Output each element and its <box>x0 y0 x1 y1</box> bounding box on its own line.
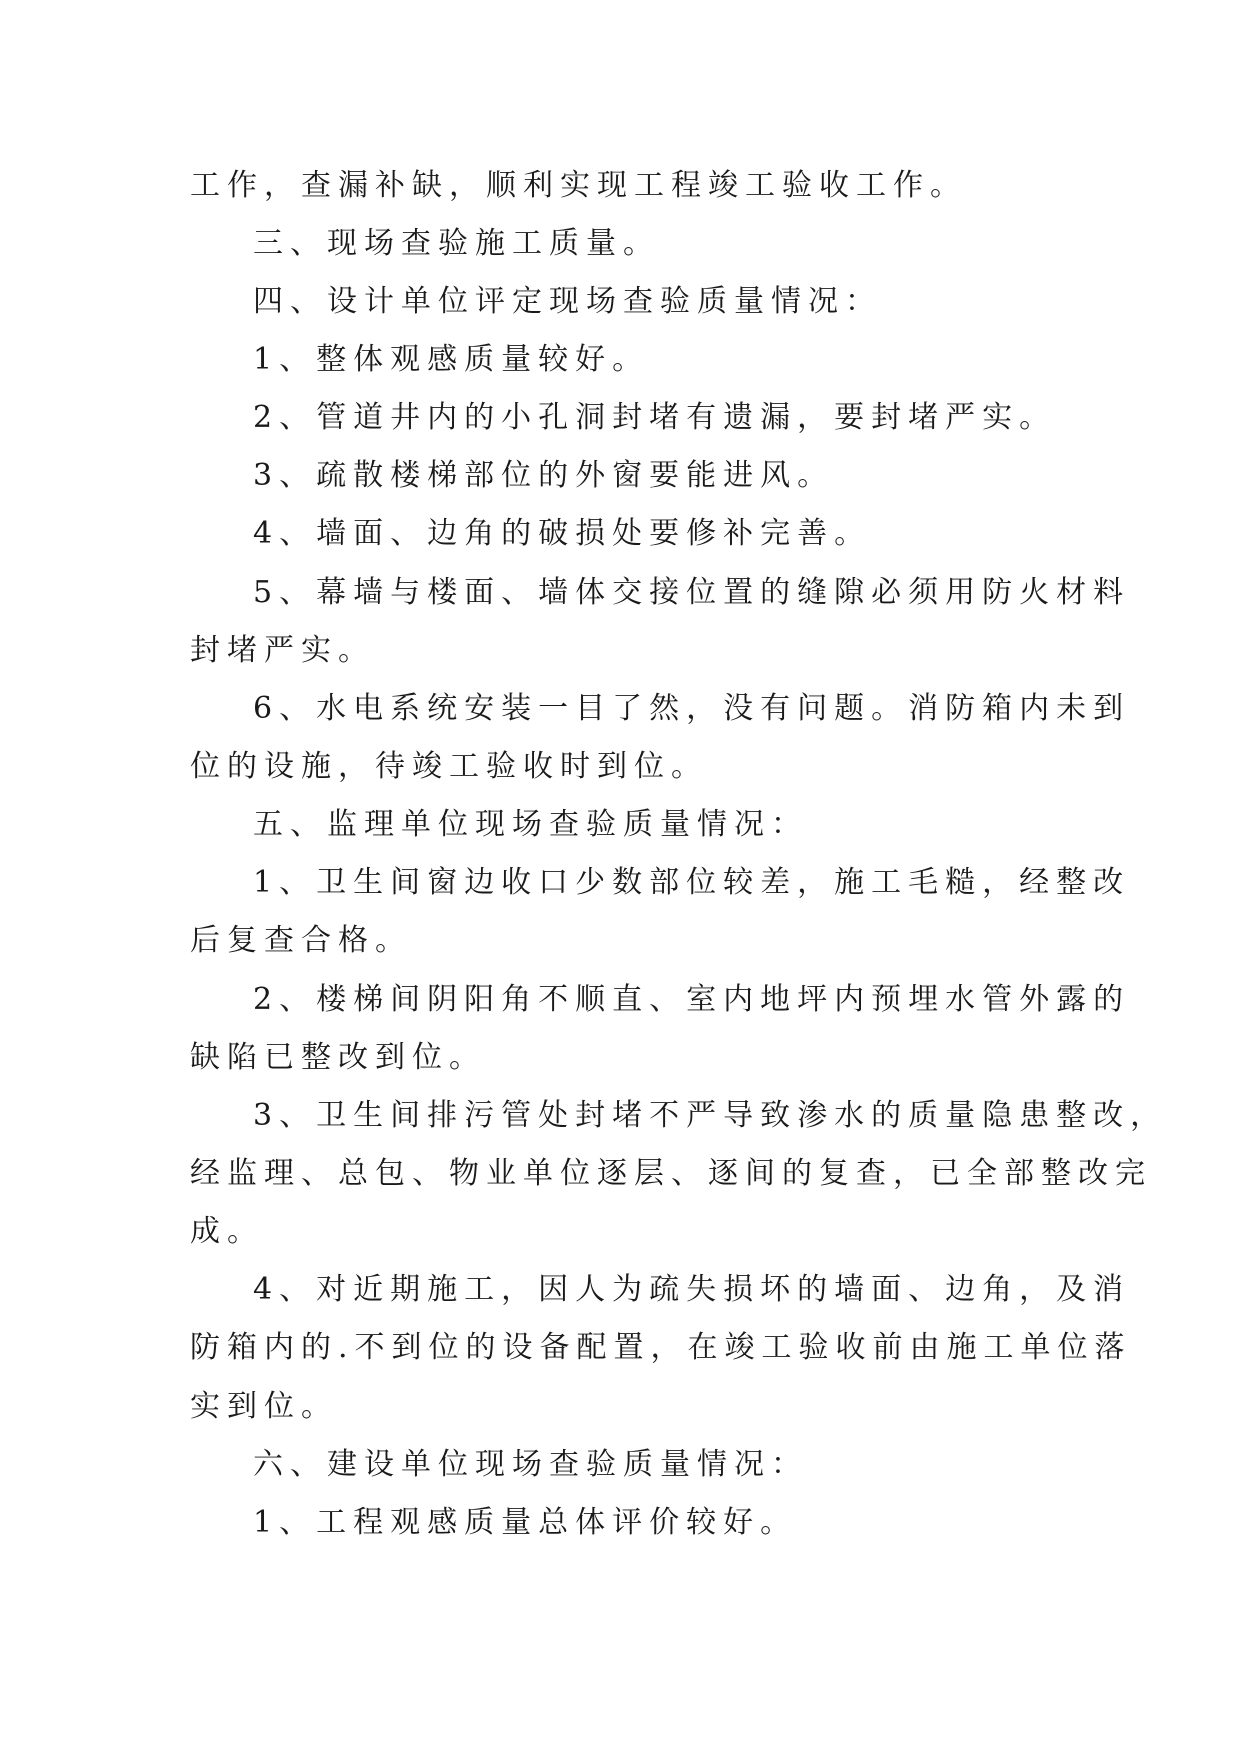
list-item: 5、幕墙与楼面、墙体交接位置的缝隙必须用防火材料 <box>253 575 1131 610</box>
list-item-continuation: 实到位。 <box>190 1389 338 1424</box>
list-item-continuation: 成。 <box>190 1214 264 1249</box>
paragraph-line: 工作，查漏补缺，顺利实现工程竣工验收工作。 <box>190 168 967 203</box>
section-heading-4: 四、设计单位评定现场查验质量情况： <box>253 284 882 319</box>
list-item-continuation: 防箱内的.不到位的设备配置，在竣工验收前由施工单位落 <box>190 1330 1132 1365</box>
list-item: 4、墙面、边角的破损处要修补完善。 <box>253 516 872 551</box>
list-item-continuation: 后复查合格。 <box>190 923 412 958</box>
list-item: 1、整体观感质量较好。 <box>253 342 650 377</box>
list-item-continuation: 封堵严实。 <box>190 633 375 668</box>
section-heading-5: 五、监理单位现场查验质量情况： <box>253 807 808 842</box>
list-item: 1、工程观感质量总体评价较好。 <box>253 1505 798 1540</box>
list-item-continuation: 经监理、总包、物业单位逐层、逐间的复查，已全部整改完 <box>190 1156 1152 1191</box>
list-item: 2、楼梯间阴阳角不顺直、室内地坪内预埋水管外露的 <box>253 982 1131 1017</box>
list-item: 3、卫生间排污管处封堵不严导致渗水的质量隐患整改， <box>253 1098 1168 1133</box>
list-item: 1、卫生间窗边收口少数部位较差，施工毛糙，经整改 <box>253 865 1131 900</box>
list-item: 6、水电系统安装一目了然，没有问题。消防箱内未到 <box>253 691 1131 726</box>
list-item: 4、对近期施工，因人为疏失损坏的墙面、边角，及消 <box>253 1272 1131 1307</box>
list-item: 2、管道井内的小孔洞封堵有遗漏，要封堵严实。 <box>253 400 1057 435</box>
section-heading-3: 三、现场查验施工质量。 <box>253 226 660 261</box>
list-item: 3、疏散楼梯部位的外窗要能进风。 <box>253 458 835 493</box>
list-item-continuation: 位的设施，待竣工验收时到位。 <box>190 749 708 784</box>
section-heading-6: 六、建设单位现场查验质量情况： <box>253 1447 808 1482</box>
list-item-continuation: 缺陷已整改到位。 <box>190 1040 486 1075</box>
